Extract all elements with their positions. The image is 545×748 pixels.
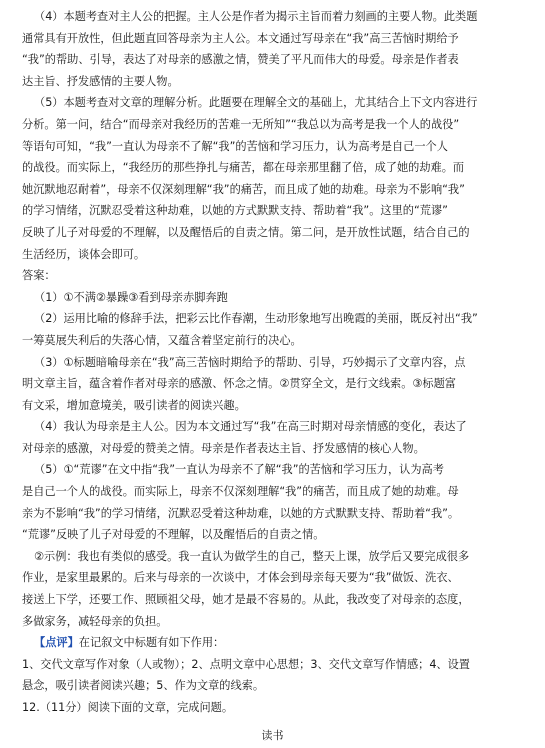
document-body [22,6,527,719]
text-line [22,611,527,633]
line-text: （1）①不满②暴躁③看到母亲赤脚奔跑 [34,290,228,304]
line-text: 对母亲的感激，对母爱的赞美之情。母亲是作者表达主旨、抒发感情的核心人物。 [22,441,425,455]
text-line [22,6,527,28]
line-text: 一筹莫展失利后的失落心情，又蕴含着坚定前行的决心。 [22,333,302,347]
line-text: （5）①“荒谬”在文中指“我”一直认为母亲不了解“我”的苦恼和学习压力，认为高考 [34,463,444,477]
line-text: 1、交代文章写作对象（人或物）；2、点明文章中心思想；3、交代文章写作情感；4、设置 [22,657,470,671]
text-line [22,28,527,50]
line-text: “我”的帮助、引导，表达了对母亲的感激之情，赞美了平凡而伟大的母爱。母亲是作者表 [22,53,459,67]
line-text: 多做家务，减轻母亲的负担。 [22,614,168,628]
text-line [22,481,527,503]
text-line [22,265,527,287]
line-text: 的战役。而实际上，“我经历的那些挣扎与痛苦，都在母亲那里翻了倍，成了她的劫难。而 [22,161,465,175]
page-footer [0,727,545,743]
line-text: （3）①标题暗喻母亲在“我”高三苦恼时期给予的帮助、引导，巧妙揭示了文章内容，点 [34,355,466,369]
line-text: 作业，是家里最累的。后来与母亲的一次谈中，才体会到母亲每天要为“我”做饭、洗衣、 [22,571,459,585]
text-line [22,92,527,114]
text-line [22,632,527,654]
text-line [22,438,527,460]
line-text: （4）本题考查对主人公的把握。主人公是作者为揭示主旨而着力刻画的主要人物。此类题 [34,10,478,23]
text-line [22,546,527,568]
line-text: 亲为不影响“我”的学习情绪，沉默忍受着这种劫难，以她的方式默默支持、帮助着“我”。 [22,506,460,520]
text-line [22,49,527,71]
text-line [22,416,527,438]
text-line [22,524,527,546]
text-line [22,136,527,158]
text-line [22,459,527,481]
line-text: 分析。第一问，结合“而母亲对我经历的苦难一无所知”“我总以为高考是我一个人的战役” [22,117,460,131]
text-line [22,503,527,525]
text-line [22,114,527,136]
line-text: 悬念，吸引读者阅读兴趣；5、作为文章的线索。 [22,679,265,693]
line-text: 生活经历，谈体会即可。 [22,247,146,261]
text-line [22,675,527,697]
text-line [22,589,527,611]
line-text: 她沉默地忍耐着”，母亲不仅深刻理解“我”的痛苦，而且成了她的劫难。母亲为不影响“我” [22,182,465,196]
text-line [22,373,527,395]
text-line [22,697,527,719]
footer-text: 读书 [261,729,284,742]
text-line [22,200,527,222]
line-text: 达主旨、抒发感情的主要人物。 [22,74,179,88]
text-line [22,222,527,244]
line-text: 答案： [22,269,56,283]
line-text: 是自己一个人的战役。而实际上，母亲不仅深刻理解“我”的痛苦，而且成了她的劫难。母 [22,485,459,499]
line-text: （5）本题考查对文章的理解分析。此题要在理解全文的基础上，尤其结合上下文内容进行 [34,96,478,110]
line-text: 接送上下学，还要工作、照顾祖父母，她才是最不容易的。从此，我改变了对母亲的态度， [22,593,470,607]
text-line [22,179,527,201]
text-line [22,654,527,676]
line-text: “荒谬”反映了儿子对母爱的不理解，以及醒悟后的自责之情。 [22,528,325,542]
text-line [22,352,527,374]
text-line [22,330,527,352]
line-text: 反映了儿子对母爱的不理解，以及醒悟后的自责之情。第二问，是开放性试题，结合自己的 [22,225,470,239]
text-line [22,157,527,179]
text-line [22,567,527,589]
line-text: 在记叙文中标题有如下作用： [78,636,225,650]
text-line [22,71,527,93]
line-text: 12.（11分）阅读下面的文章，完成问题。 [22,701,234,714]
line-text: 的学习情绪，沉默忍受着这种劫难，以她的方式默默支持、帮助着“我”。这里的“荒谬” [22,204,448,218]
line-text: （4）我认为母亲是主人公。因为本文通过写“我”在高三时期对母亲情感的变化，表达了 [34,420,467,434]
line-text: 有文采，增加意境美，吸引读者的阅读兴趣。 [22,398,246,412]
text-line [22,308,527,330]
comment-tag: 【点评】 [34,636,79,650]
text-line [22,244,527,266]
line-text: 明文章主旨，蕴含着作者对母亲的感激、怀念之情。②贯穿全文，是行文线索。③标题富 [22,377,456,391]
line-text: 通常具有开放性，但此题直回答母亲为主人公。本文通过写母亲在“我”高三苦恼时期给予 [22,31,459,45]
text-line [22,287,527,309]
text-line [22,395,527,417]
line-text: 等语句可知，“我”一直认为母亲不了解“我”的苦恼和学习压力，认为高考是自己一个人 [22,139,448,153]
line-text: （2）运用比喻的修辞手法，把彩云比作春潮，生动形象地写出晚霞的美丽，既反衬出“我” [34,312,478,326]
line-text: ②示例：我也有类似的感受。我一直认为做学生的自己，整天上课，放学后又要完成很多 [34,549,470,563]
